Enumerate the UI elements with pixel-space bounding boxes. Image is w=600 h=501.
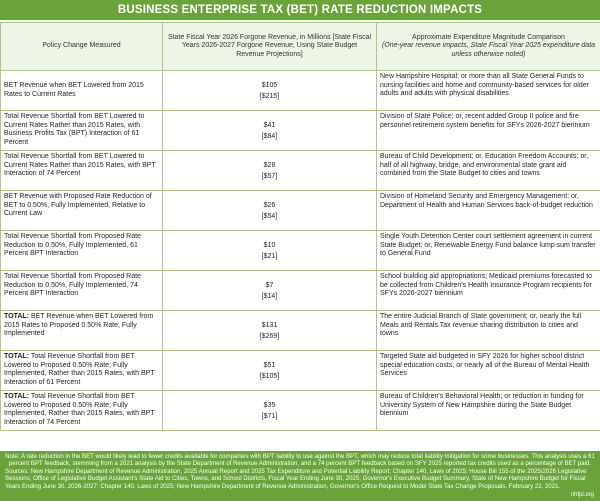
- comparison-cell: Division of Homeland Security and Emergency Management; or, Department of Health and Human Services back-of-budget reduction: [377, 191, 600, 231]
- revenue-cell: [163, 111, 377, 151]
- table-header-row: [1, 23, 600, 71]
- policy-cell: [1, 391, 163, 431]
- sfy2026-value: $26: [263, 201, 276, 209]
- comparison-cell: Targeted State aid budgeted in SFY 2026 for higher school district special education costs; or nearly all of the Bureau of Mental Health Services: [377, 351, 600, 391]
- table-row: [1, 391, 600, 431]
- revenue-cell: [163, 271, 377, 311]
- policy-text: BET Revenue when BET Lowered from 2015 Rates to Current Rates: [4, 81, 144, 98]
- comparison-cell: Bureau of Child Development; or, Education Freedom Accounts; or, half of all highway, bridge, and environmental state grant aid combined from the State Budget to cities and towns: [377, 151, 600, 191]
- comparison-cell: New Hampshire Hospital; or more than all State General Funds to nursing facilities and home and community-based services for older adults and adults with physical disabilities: [377, 71, 600, 111]
- total-label: TOTAL:: [4, 313, 30, 320]
- table-row: [1, 311, 600, 351]
- impact-table: [0, 22, 600, 431]
- biennium-value: [$84]: [261, 132, 278, 140]
- biennium-value: [$269]: [259, 332, 280, 340]
- comparison-cell: Single Youth Detention Center court settlement agreement in current State Budget; or, Renewable Energy Fund balance lump sum transfer to General Fund: [377, 231, 600, 271]
- revenue-cell: [163, 391, 377, 431]
- comparison-cell: School building aid appropriations; Medicaid premiums forecasted to be collected from Children's Health Insurance Program recipients for SFYs 2026-2027 biennium: [377, 271, 600, 311]
- revenue-cell: [163, 231, 377, 271]
- policy-text: Total Revenue Shortfall from BET Lowered to Proposed 0.50% Rate, Fully Implemented, Rather than 2015 Rates, with BPT Interaction of 61 Percent: [4, 353, 155, 386]
- credit-text: nhfpi.org: [570, 491, 594, 498]
- biennium-value: [$57]: [261, 172, 278, 180]
- policy-text: BET Revenue with Proposed Rate Reduction of BET to 0.50%, Fully Implemented, Relative to Current Law: [4, 193, 152, 218]
- revenue-cell: [163, 191, 377, 231]
- table-row: [1, 231, 600, 271]
- total-label: TOTAL:: [4, 393, 30, 400]
- table-row: [1, 271, 600, 311]
- sfy2026-value: $105: [261, 81, 278, 89]
- policy-cell: [1, 191, 163, 231]
- sfy2026-value: $7: [265, 281, 274, 289]
- sfy2026-value: $41: [263, 121, 276, 129]
- biennium-value: [$14]: [261, 292, 278, 300]
- comparison-cell: The entire Judicial Branch of State government; or, nearly the full Meals and Rentals Tax revenue sharing distribution to cities and towns: [377, 311, 600, 351]
- policy-cell: [1, 111, 163, 151]
- policy-text: Total Revenue Shortfall from BET Lowered to Proposed 0.50% Rate, Fully Implemented, Rather than 2015 Rates, with BPT Interaction of 74 Percent: [4, 393, 155, 426]
- page-title: BUSINESS ENTERPRISE TAX (BET) RATE REDUCTION IMPACTS: [0, 0, 600, 20]
- sfy2026-value: $51: [263, 361, 276, 369]
- policy-cell: [1, 71, 163, 111]
- revenue-cell: [163, 351, 377, 391]
- biennium-value: [$54]: [261, 212, 278, 220]
- sources-text: Sources: New Hampshire Department of Revenue Administration, 2025 Annual Report and 2025 Tax Expenditure and Potential Liability Report; Chapter 140, Laws of 2025; House Bill 155 of the 2025/2026 Legislative Sessions; Office of Legislative Budget Assistant's State Aid to Cities, Towns, and School Districts, Fiscal Year Ending June 30, 2025; Governor's Executive Budget Summary, State of New Hampshire Budget for Fiscal Years Ending June 30, 2026-2027; Chapter 140, Laws of 2025; New Hampshire Department of Revenue Administration, Governor's Office Request to Model State Tax Change Proposals, February 22, 2021.: [5, 467, 587, 490]
- header-forgone-revenue: State Fiscal Year 2026 Forgone Revenue, in Millions [State Fiscal Years 2026-2027 Forgone Revenue, Using State Budget Revenue Projections]: [163, 23, 377, 71]
- table-row: [1, 151, 600, 191]
- policy-cell: [1, 351, 163, 391]
- policy-cell: [1, 311, 163, 351]
- table-row: [1, 351, 600, 391]
- total-label: TOTAL:: [4, 353, 30, 360]
- table-body: [1, 71, 600, 431]
- table-row: [1, 111, 600, 151]
- comparison-cell: Bureau of Children's Behavioral Health; or reduction in funding for University System of New Hampshire during the State Budget biennium: [377, 391, 600, 431]
- biennium-value: [$21]: [261, 252, 278, 260]
- revenue-cell: [163, 151, 377, 191]
- policy-text: Total Revenue Shortfall from BET Lowered to Current Rates Rather than 2015 Rates, with BPT Interaction of 74 Percent: [4, 153, 156, 178]
- policy-cell: [1, 231, 163, 271]
- table-row: [1, 191, 600, 231]
- biennium-value: [$71]: [261, 412, 278, 420]
- sfy2026-value: $131: [261, 321, 278, 329]
- policy-text: Total Revenue Shortfall from Proposed Rate Reduction to 0.50%, Fully Implemented, 74 Percent BPT Interaction: [4, 273, 141, 298]
- header-policy-change: Policy Change Measured: [1, 23, 163, 71]
- sfy2026-value: $10: [263, 241, 276, 249]
- revenue-cell: [163, 311, 377, 351]
- biennium-value: [$105]: [259, 372, 280, 380]
- policy-text: Total Revenue Shortfall from Proposed Rate Reduction to 0.50%, Fully Implemented, 61 Percent BPT Interaction: [4, 233, 141, 258]
- sfy2026-value: $35: [263, 401, 276, 409]
- table-row: [1, 71, 600, 111]
- policy-cell: [1, 271, 163, 311]
- comparison-cell: Division of State Police; or, recent added Group II police and fire personnel retirement system benefits for SFYs 2026-2027 biennium: [377, 111, 600, 151]
- policy-text: BET Revenue when BET Lowered from 2015 Rates to Proposed 0.50% Rate, Fully Implemented: [4, 313, 154, 338]
- note-text: Note: A rate reduction in the BET would likely lead to fewer credits available for companies with BPT liability to use against the BPT, which may reduce total liability mitigation for some businesses. This analysis uses a 61 percent BPT feedback, stemming from a 2021 analysis by the State Department of Revenue Administration, and a 74 percent BPT feedback based on SFY 2025 reported tax credits used as a percentage of BET paid.: [5, 453, 595, 468]
- policy-text: Total Revenue Shortfall from BET Lowered to Current Rates Rather than 2015 Rates, with Business Profits Tax (BPT) Interaction of 61 Percent: [4, 113, 145, 146]
- biennium-value: [$215]: [259, 92, 280, 100]
- revenue-cell: [163, 71, 377, 111]
- policy-cell: [1, 151, 163, 191]
- notes-box: [0, 451, 600, 501]
- sfy2026-value: $28: [263, 161, 276, 169]
- header-expenditure-comparison: Approximate Expenditure Magnitude Comparison (One-year revenue impacts, State Fiscal Year 2025 expenditure data unless otherwise noted): [377, 23, 600, 71]
